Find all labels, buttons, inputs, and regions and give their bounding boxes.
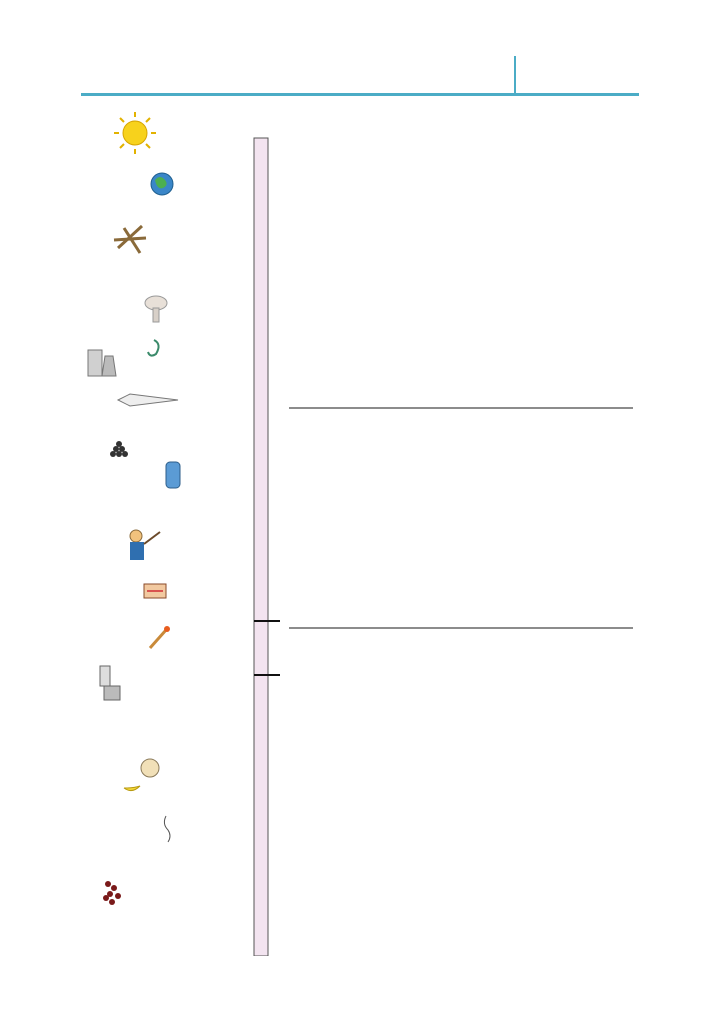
page-header	[81, 52, 639, 96]
header-rule	[81, 93, 639, 96]
earth-icon	[151, 173, 173, 195]
smallest-paragraph	[289, 689, 633, 710]
fire-icon	[144, 584, 166, 598]
energy-scale-svg	[80, 108, 280, 956]
divider-bottom	[289, 627, 633, 629]
scale-bar	[254, 138, 268, 956]
car-icon	[166, 462, 180, 488]
divider-top	[289, 407, 633, 409]
header-divider	[514, 56, 516, 94]
energy-scale-chart	[80, 108, 280, 956]
